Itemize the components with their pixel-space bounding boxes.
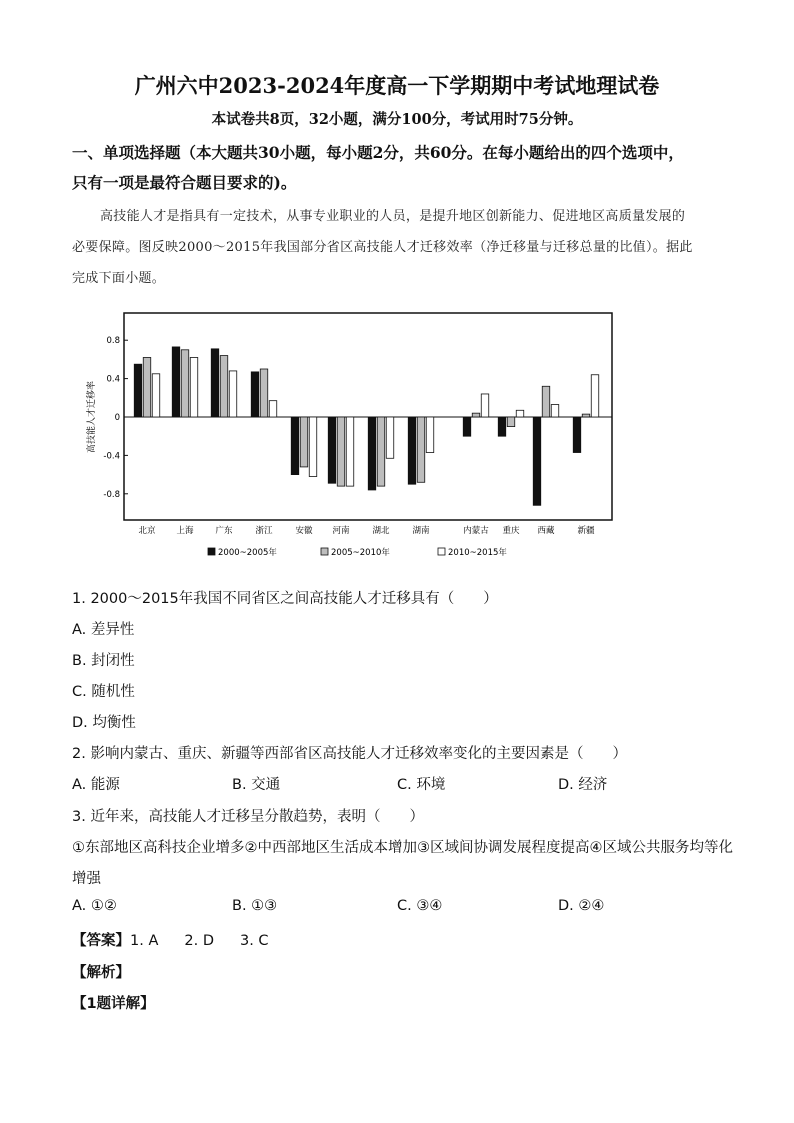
bar-0-0 <box>134 364 142 417</box>
exam-title: 广州六中2023-2024年度高一下学期期中考试地理试卷 <box>134 73 660 98</box>
bar-6-0 <box>368 417 376 490</box>
question-3-option-d: D. ②④ <box>558 898 605 914</box>
bar-3-1 <box>260 369 268 417</box>
answer-2: 2. D <box>184 933 214 949</box>
y-tick-label: -0.4 <box>103 451 120 462</box>
x-category-label: 重庆 <box>502 526 520 536</box>
question-2-option-d: D. 经济 <box>558 777 608 793</box>
bar-9-2 <box>516 410 524 417</box>
bar-3-2 <box>269 401 277 417</box>
exam-subtitle: 本试卷共8页，32小题，满分100分，考试用时75分钟。 <box>211 111 583 128</box>
bar-1-0 <box>172 347 180 417</box>
bar-1-1 <box>181 350 189 417</box>
question-3-option-a: A. ①② <box>72 898 117 914</box>
bar-5-2 <box>346 417 354 486</box>
bar-6-1 <box>377 417 385 486</box>
question-1-option-b: B. 封闭性 <box>72 653 135 669</box>
legend-label: 2000~2005年 <box>218 548 277 558</box>
section-heading-line1: 一、单项选择题（本大题共30小题，每小题2分，共60分。在每小题给出的四个选项中， <box>72 143 684 162</box>
x-category-label: 湖南 <box>412 526 430 536</box>
bar-11-0 <box>573 417 581 453</box>
question-3-stem-line3: 增强 <box>72 871 101 887</box>
y-axis-label: 高技能人才迁移率 <box>87 380 97 454</box>
intro-line1: 高技能人才是指具有一定技术，从事专业职业的人员，是提升地区创新能力、促进地区高质量发展的 <box>100 209 686 224</box>
answer-line <box>72 929 269 950</box>
legend-label: 2005~2010年 <box>331 548 390 558</box>
bar-7-1 <box>417 417 425 482</box>
question-2-option-a: A. 能源 <box>72 777 120 793</box>
question-1-stem: 1. 2000～2015年我国不同省区之间高技能人才迁移具有（ ） <box>72 591 498 607</box>
bar-10-1 <box>542 386 550 417</box>
y-tick-label: 0 <box>114 413 120 423</box>
question-2-option-c: C. 环境 <box>397 777 446 793</box>
question-1-option-c: C. 随机性 <box>72 684 135 700</box>
bar-4-0 <box>291 417 299 475</box>
answer-1: 1. A <box>130 933 159 949</box>
x-category-label: 西藏 <box>537 526 555 536</box>
bar-7-2 <box>426 417 434 453</box>
answer-3: 3. C <box>239 933 269 949</box>
x-category-label: 浙江 <box>255 526 273 536</box>
question-2-option-b: B. 交通 <box>232 777 281 793</box>
question-3-option-c: C. ③④ <box>397 898 443 914</box>
bar-2-2 <box>229 371 237 417</box>
bar-10-0 <box>533 417 541 505</box>
y-tick-label: 0.8 <box>106 336 120 347</box>
question-1-option-d: D. 均衡性 <box>72 715 136 731</box>
y-tick-label: 0.4 <box>106 374 120 385</box>
legend-swatch <box>438 548 445 555</box>
bar-8-0 <box>463 417 471 436</box>
section-heading-line2: 只有一项是最符合题目要求的)。 <box>72 173 297 192</box>
analysis-label: 【解析】 <box>72 965 130 981</box>
x-category-label: 湖北 <box>372 526 390 536</box>
bar-1-2 <box>190 357 198 417</box>
detail-label: 【1题详解】 <box>72 996 155 1012</box>
question-2-stem: 2. 影响内蒙古、重庆、新疆等西部省区高技能人才迁移效率变化的主要因素是（ ） <box>72 746 627 762</box>
bar-5-1 <box>337 417 345 486</box>
legend-swatch <box>321 548 328 555</box>
x-category-label: 广东 <box>215 526 233 536</box>
answer-label: 【答案】 <box>72 933 130 949</box>
bar-11-2 <box>591 375 599 417</box>
bar-11-1 <box>582 414 590 417</box>
x-category-label: 河南 <box>332 526 350 536</box>
bar-0-2 <box>152 374 160 417</box>
bar-5-0 <box>328 417 336 483</box>
migration-bar-chart <box>78 305 638 570</box>
bar-7-0 <box>408 417 416 484</box>
question-3-stem-line2: ①东部地区高科技企业增多②中西部地区生活成本增加③区域间协调发展程度提高④区域公共服务均等化 <box>72 840 733 856</box>
legend-label: 2010~2015年 <box>448 548 507 558</box>
bar-9-0 <box>498 417 506 436</box>
y-tick-label: -0.8 <box>103 489 120 500</box>
bar-8-2 <box>481 394 489 417</box>
bar-4-1 <box>300 417 308 467</box>
legend-swatch <box>208 548 215 555</box>
bar-6-2 <box>386 417 394 458</box>
bar-8-1 <box>472 413 480 417</box>
question-3-option-b: B. ①③ <box>232 898 278 914</box>
intro-line2: 必要保障。图反映2000～2015年我国部分省区高技能人才迁移效率（净迁移量与迁移总量的比值）。据此 <box>72 240 693 255</box>
x-category-label: 新疆 <box>577 526 595 536</box>
bar-4-2 <box>309 417 317 477</box>
question-1-option-a: A. 差异性 <box>72 622 135 638</box>
question-3-stem: 3. 近年来，高技能人才迁移呈分散趋势，表明（ ） <box>72 809 424 825</box>
bar-3-0 <box>251 372 259 417</box>
x-category-label: 内蒙古 <box>463 526 489 536</box>
bar-10-2 <box>551 405 559 417</box>
x-category-label: 安徽 <box>295 526 313 536</box>
bar-2-1 <box>220 356 228 417</box>
bar-9-1 <box>507 417 515 427</box>
x-category-label: 上海 <box>176 526 194 536</box>
intro-line3: 完成下面小题。 <box>72 271 166 286</box>
bar-0-1 <box>143 357 151 417</box>
bar-2-0 <box>211 349 219 417</box>
x-category-label: 北京 <box>138 526 156 536</box>
